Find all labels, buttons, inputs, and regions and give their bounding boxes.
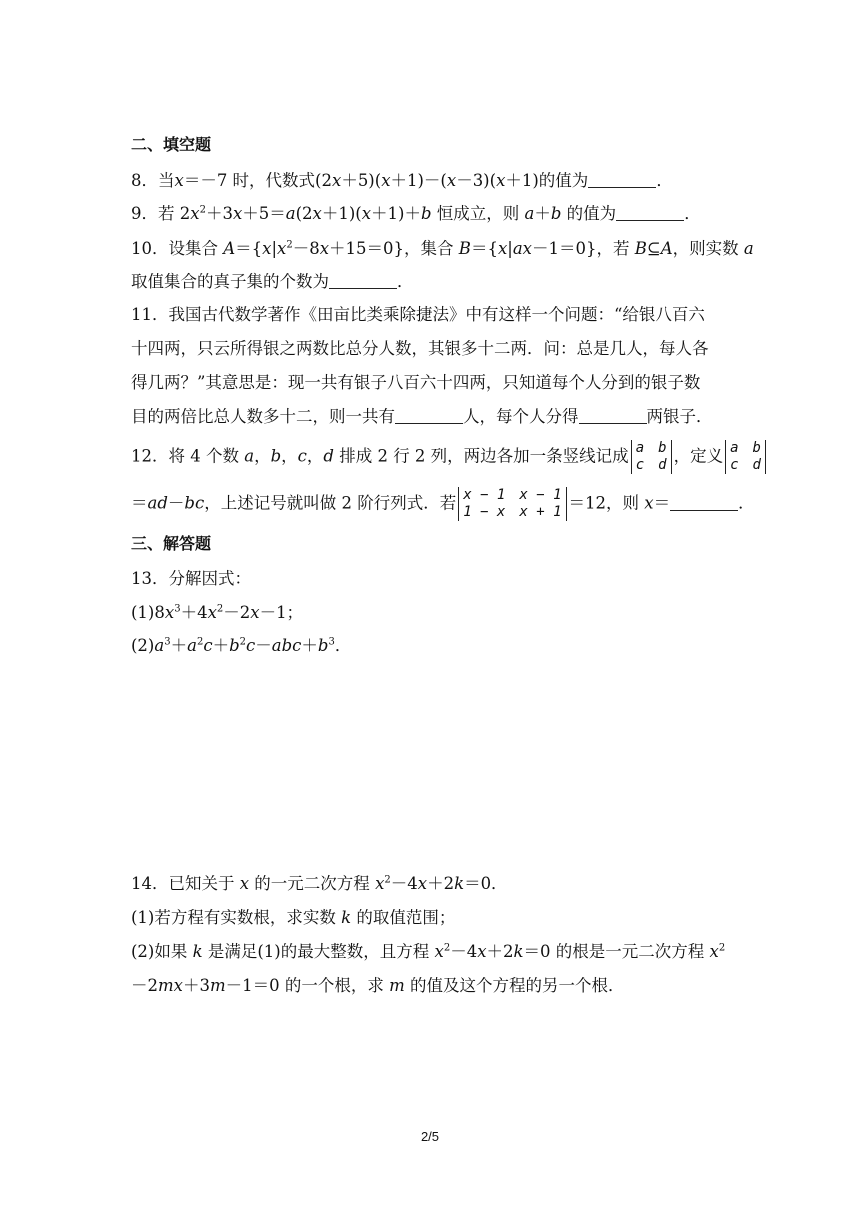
q10-text: 取值集合的真子集的个数为 [131,272,329,291]
q12-text: ＝12，则 [568,493,645,513]
q9-text: ． [684,204,701,223]
question-12-line-1: 12．将 4 个数 a，b，c，d 排成 2 行 2 列，两边各加一条竖线记成 a b c d ，定义 a b c d [131,440,768,474]
question-14-part-1: (1)若方程有实数根，求实数 k 的取值范围； [131,908,456,927]
q11-text: 人，每个人分得 [463,407,579,426]
question-14-part-2-line-1: (2)如果 k 是满足(1)的最大整数，且方程 $x^2-4x+2k=0$ 的根是一元二次方程 $x^2$ [131,942,726,961]
q8-text: 8．当 [131,171,175,190]
question-13-title: 13．分解因式： [131,569,251,588]
section-title-solutions: 三、解答题 [131,534,212,553]
q10-text: | [507,239,513,258]
q8-text: ＋5)( [341,171,382,190]
q8-text: ． [656,171,673,190]
question-12-line-2: ＝ad－bc，上述记号就叫做 2 阶行列式．若 x − 1 x − 1 1 − x x + 1 ＝12，则 x＝ ． [131,487,755,520]
question-10-line-1: 10．设集合 $A=\{x|x^2-8x+15=0\}$，集合 B＝{x|ax－1＝0}，若 B⊆A，则实数 a [131,239,754,258]
q9-text: ＋ [534,204,551,223]
answer-blank[interactable] [616,204,684,221]
question-8: 8．当x＝－7 时，代数式(2x＋5)(x＋1)－(x－3)(x＋1)的值为 ． [131,171,673,190]
answer-blank[interactable] [579,407,647,424]
q10-text: ，则实数 [672,239,744,258]
answer-blank[interactable] [395,407,463,424]
question-14-part-2-line-2: －2mx＋3m－1＝0 的一个根，求 m 的值及这个方程的另一个根． [131,976,625,995]
question-13-part-1: $(1)8x^3+4x^2-2x-1$； [131,603,304,622]
q10-text: ⊆ [646,239,661,258]
q11-text: 目的两倍比总人数多十二，则一共有 [131,407,395,426]
q8-text: －3)( [456,171,497,190]
q9-text: ＋3 [205,204,233,223]
question-9: 9．若 $2x^2+3x+5=a(2x+1)(x+1)+b$ 恒成立，则 a＋b 的值为 ． [131,204,701,223]
determinant-equation: x − 1 x − 1 1 − x x + 1 [458,487,566,521]
determinant-definition: a b c d [725,440,766,474]
question-11-line-4 [131,405,713,429]
q12-text: ，定义 [673,446,724,466]
q9-exponent: 2 [199,204,206,216]
q9-text: 9．若 2 [131,204,191,223]
q12-text: ，上述记号就叫做 2 阶行列式．若 [204,493,457,513]
q12-text: 12．将 4 个数 [131,446,245,466]
q10-text: ＋15＝0}，集合 [329,239,459,258]
q10-text: ＝{ [470,239,498,258]
page-number: 2/5 [420,1129,440,1144]
q10-text: ＝{ [235,239,263,258]
q9-text: ＋5＝ [242,204,286,223]
q11-text: 两银子． [646,407,713,426]
q10-text: | [271,239,278,258]
q9-text: 的值为 [561,204,617,223]
answer-blank[interactable] [588,171,656,188]
question-11-line-1: 11．我国古代数学著作《田亩比类乘除捷法》中有这样一个问题：“给银八百六 [131,305,705,324]
question-13-part-2: $(2)a^3+a^2c+b^2c-abc+b^3$． [131,636,352,655]
q12-text: ＝ [131,493,148,513]
q10-text: 10．设集合 [131,239,224,258]
q8-text: ＋1)－( [390,171,447,190]
q9-text: (2 [295,204,313,223]
q8-text: ＝－7 时，代数式(2 [183,171,332,190]
answer-blank[interactable] [670,494,738,511]
q10-text: －1＝0}，若 [531,239,635,258]
q9-text: ＋1)＋ [371,204,421,223]
q9-text: 恒成立，则 [431,204,525,223]
q8-text: ＋1)的值为 [505,171,589,190]
q10-text: ． [397,272,414,291]
question-14-line-1: 14．已知关于 x 的一元二次方程 $x^2-4x+2k=0$． [131,874,508,893]
section-title-fill-in: 二、填空题 [131,135,212,154]
q8-var: x [174,171,184,190]
question-11-line-3: 得几两？”其意思是：现一共有银子八百六十四两，只知道每个人分到的银子数 [131,373,701,392]
determinant-notation: a b c d [631,440,672,474]
q10-text: －8 [292,239,320,258]
question-10-line-2 [131,270,414,294]
answer-blank[interactable] [329,272,397,289]
q12-text: 排成 2 行 2 列，两边各加一条竖线记成 [339,446,629,466]
question-11-line-2: 十四两，只云所得银之两数比总分人数，其银多十二两．问：总是几人，每人各 [131,339,709,358]
q9-text: ＋1)( [321,204,362,223]
